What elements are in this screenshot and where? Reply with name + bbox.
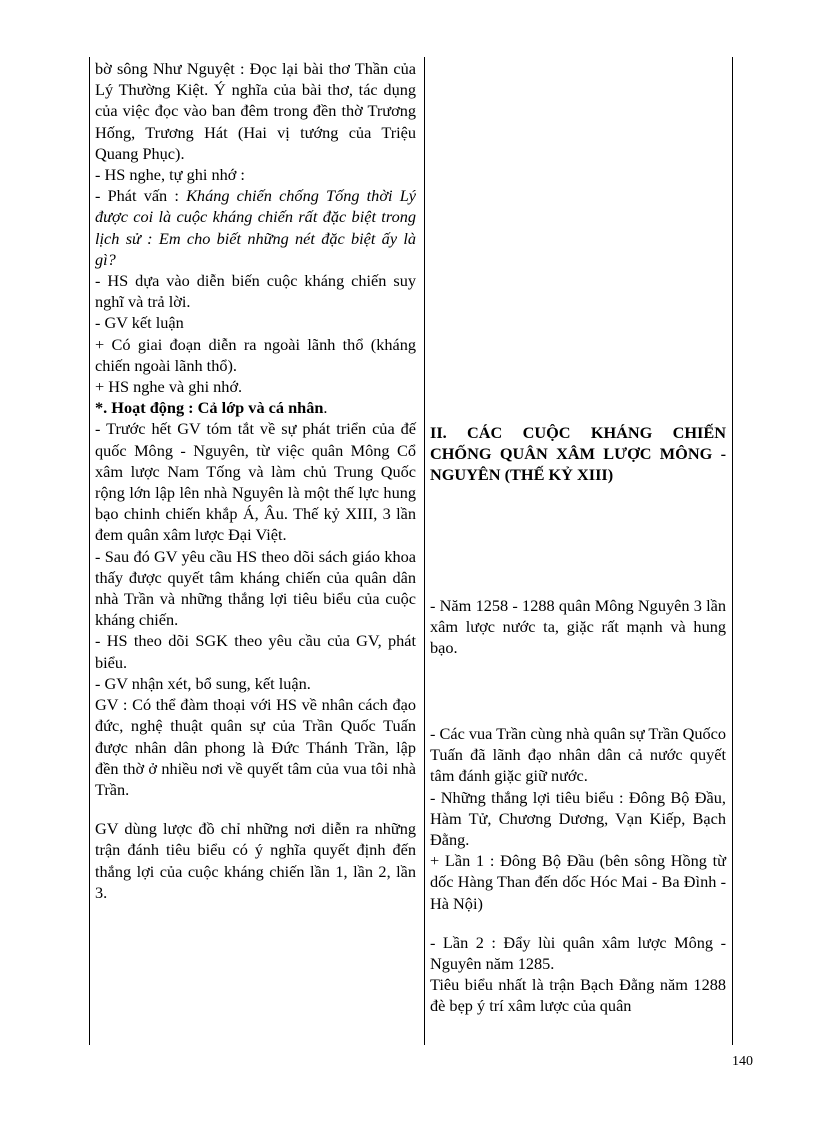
- left-paragraph: - Trước hết GV tóm tắt về sự phát triển của đế quốc Mông - Nguyên, từ việc quân Mông Cổ xâm lược Nam Tống và làm chủ Trung Quốc rộng lớn lập lên nhà Nguyên là một thế lực hung bạo chinh chiến khắp Á, Âu. Thế kỷ XIII, 3 lần đem quân xâm lược Đại Việt.: [95, 419, 416, 545]
- right-paragraph: - Lần 2 : Đẩy lùi quân xâm lược Mông - Nguyên năm 1285.: [430, 932, 726, 974]
- right-block-2: [430, 723, 726, 1017]
- left-paragraph: bờ sông Như Nguyệt : Đọc lại bài thơ Thần của Lý Thường Kiệt. Ý nghĩa của bài thơ, tác dụng của việc đọc vào ban đêm trong đền thờ Trương Hống, Trương Hát (Hai vị tướng của Triệu Quang Phục).: [95, 59, 416, 163]
- right-paragraph: - Các vua Trần cùng nhà quân sự Trần Quốco Tuấn đã lãnh đạo nhân dân cả nước quyết tâm đánh giặc giữ nước.: [430, 724, 726, 786]
- left-column: [95, 58, 416, 903]
- question-text: Kháng chiến chống Tống thời Lý được coi là cuộc kháng chiến rất đặc biệt trong lịch sử : Em cho biết những nét đặc biệt ấy là gì?: [95, 186, 416, 269]
- right-block-1: [430, 595, 726, 659]
- left-paragraph: - GV kết luận: [95, 313, 184, 333]
- activity-heading: [95, 397, 416, 418]
- left-paragraph: GV : Có thể đàm thoại với HS về nhân cách đạo đức, nghệ thuật quân sự của Trần Quốc Tuấn được nhân dân phong là Đức Thánh Trần, lập đền thờ ở nhiều nơi về quyết tâm của vua tôi nhà Trần.: [95, 695, 416, 799]
- right-paragraph: + Lần 1 : Đông Bộ Đầu (bên sông Hồng từ dốc Hàng Than đến dốc Hóc Mai - Ba Đình - Hà Nội): [430, 851, 726, 913]
- table-border-right: [732, 57, 733, 1045]
- left-paragraph: + Có giai đoạn diễn ra ngoài lãnh thổ (kháng chiến ngoài lãnh thổ).: [95, 334, 416, 375]
- activity-tail: .: [323, 398, 328, 418]
- right-paragraph: Tiêu biểu nhất là trận Bạch Đằng năm 1288 đè bẹp ý trí xâm lược của quân: [430, 975, 726, 1016]
- section-heading: II. CÁC CUỘC KHÁNG CHIẾN CHỐNG QUÂN XÂM LƯỢC MÔNG - NGUYÊN (THẾ KỶ XIII): [430, 423, 726, 485]
- table-border-middle: [424, 57, 425, 1045]
- left-paragraph: - HS dựa vào diễn biến cuộc kháng chiến suy nghĩ và trả lời.: [95, 271, 416, 312]
- right-paragraph: - Những thắng lợi tiêu biểu : Đông Bộ Đầu, Hàm Tử, Chương Dương, Vạn Kiếp, Bạch Đằng.: [430, 787, 726, 850]
- page-number: 140: [732, 1054, 753, 1069]
- spacer: [95, 800, 416, 818]
- left-paragraph: GV dùng lược đồ chỉ những nơi diễn ra những trận đánh tiêu biểu có ý nghĩa quyết định đến thắng lợi của cuộc kháng chiến lần 1, lần 2, lần 3.: [95, 819, 416, 902]
- left-paragraph: - Sau đó GV yêu cầu HS theo dõi sách giáo khoa thấy được quyết tâm kháng chiến của quân dân nhà Trần và những thắng lợi tiêu biểu của cuộc kháng chiến.: [95, 546, 416, 630]
- spacer: [430, 914, 726, 932]
- question-prefix: - Phát vấn :: [95, 186, 187, 206]
- left-question: [95, 185, 416, 270]
- table-border-left: [89, 57, 90, 1045]
- left-paragraph: - GV nhận xét, bổ sung, kết luận.: [95, 673, 311, 693]
- left-paragraph: - HS theo dõi SGK theo yêu cầu của GV, phát biểu.: [95, 631, 416, 672]
- left-paragraph: + HS nghe và ghi nhớ.: [95, 377, 243, 397]
- section-heading-block: [430, 422, 726, 486]
- right-paragraph: - Năm 1258 - 1288 quân Mông Nguyên 3 lần xâm lược nước ta, giặc rất mạnh và hung bạo.: [430, 596, 726, 658]
- left-paragraph: - HS nghe, tự ghi nhớ :: [95, 165, 245, 185]
- activity-label: *. Hoạt động : Cả lớp và cá nhân: [95, 398, 324, 418]
